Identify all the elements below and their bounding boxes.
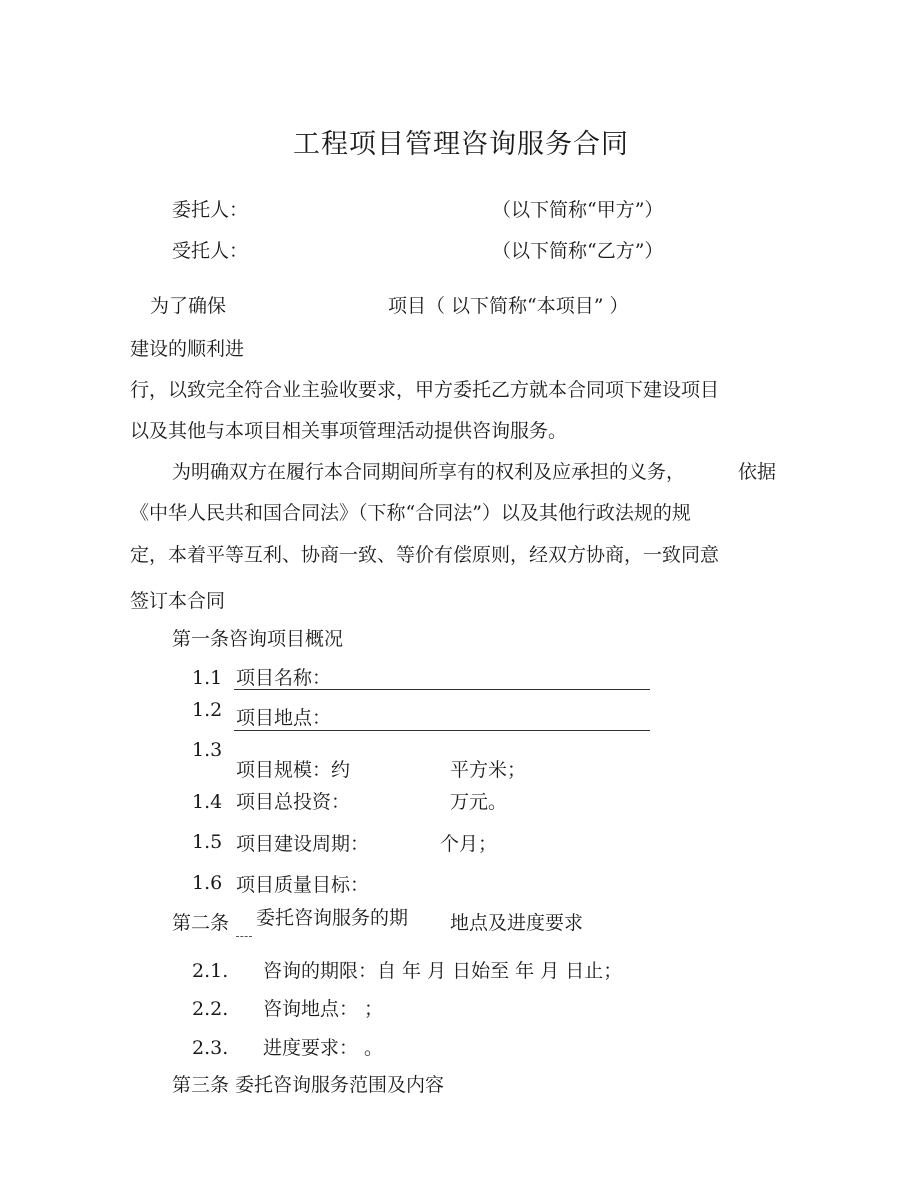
intro-line1-b: 项目（ 以下简称“本项目” ） [388,295,629,317]
item-2-2-number: 2.2. [192,998,229,1020]
item-2-3-number: 2.3. [192,1037,229,1059]
item-1-6-number: 1.6 [192,872,223,894]
item-1-4-unit: 万元。 [450,791,508,813]
item-1-3-unit: 平方米； [450,759,527,781]
item-1-4-number: 1.4 [192,791,223,813]
basis-line1-b: 依据 [738,461,777,483]
article2-heading-suffix: 地点及进度要求 [450,912,584,934]
client-alias: （以下简称“甲方”） [492,199,664,221]
item-1-1-label: 项目名称： [236,667,332,689]
item-1-3-number: 1.3 [192,739,223,761]
item-2-1-text: 咨询的期限：自 年 月 日始至 年 月 日止； [263,960,623,982]
intro-line1-a: 为了确保 [150,295,227,317]
item-1-2-label: 项目地点： [236,707,332,729]
article2-heading-prefix: 第二条 [172,912,230,934]
item-2-2-text: 咨询地点： ； [263,998,384,1020]
item-1-6-label: 项目质量目标： [236,874,370,896]
item-1-1-fill-line [234,689,650,690]
basis-line4: 签订本合同 [130,590,226,612]
agent-label: 受托人： [172,240,249,262]
client-label: 委托人： [172,199,249,221]
item-1-5-unit: 个月； [440,833,498,855]
article2-blank-mark [236,936,252,937]
item-2-3-text: 进度要求： 。 [263,1037,384,1059]
intro-line4: 以及其他与本项目相关事项管理活动提供咨询服务。 [130,420,568,442]
item-1-1-number: 1.1 [192,667,223,689]
intro-line2: 建设的顺利进 [130,338,245,360]
basis-line1-a: 为明确双方在履行本合同期间所享有的权利及应承担的义务， [172,461,686,483]
item-1-4-label: 项目总投资： [236,791,351,813]
basis-line2: 《中华人民共和国合同法》（下称“合同法”）以及其他行政法规的规 [130,502,691,524]
basis-line3: 定，本着平等互利、协商一致、等价有偿原则，经双方协商，一致同意 [130,544,720,566]
item-1-5-label: 项目建设周期： [236,833,370,855]
item-1-2-number: 1.2 [192,699,223,721]
article3-heading: 第三条 委托咨询服务范围及内容 [172,1074,445,1096]
article2-heading-main: 委托咨询服务的期 [256,907,409,929]
item-1-5-number: 1.5 [192,831,223,853]
item-2-1-number: 2.1. [192,960,229,982]
intro-line3: 行，以致完全符合业主验收要求，甲方委托乙方就本合同项下建设项目 [130,379,720,401]
document-title: 工程项目管理咨询服务合同 [293,129,629,160]
item-1-3-label: 项目规模：约 [236,759,351,781]
article1-heading: 第一条咨询项目概况 [172,628,344,650]
item-1-2-fill-line [234,730,650,731]
agent-alias: （以下简称“乙方”） [492,240,664,262]
